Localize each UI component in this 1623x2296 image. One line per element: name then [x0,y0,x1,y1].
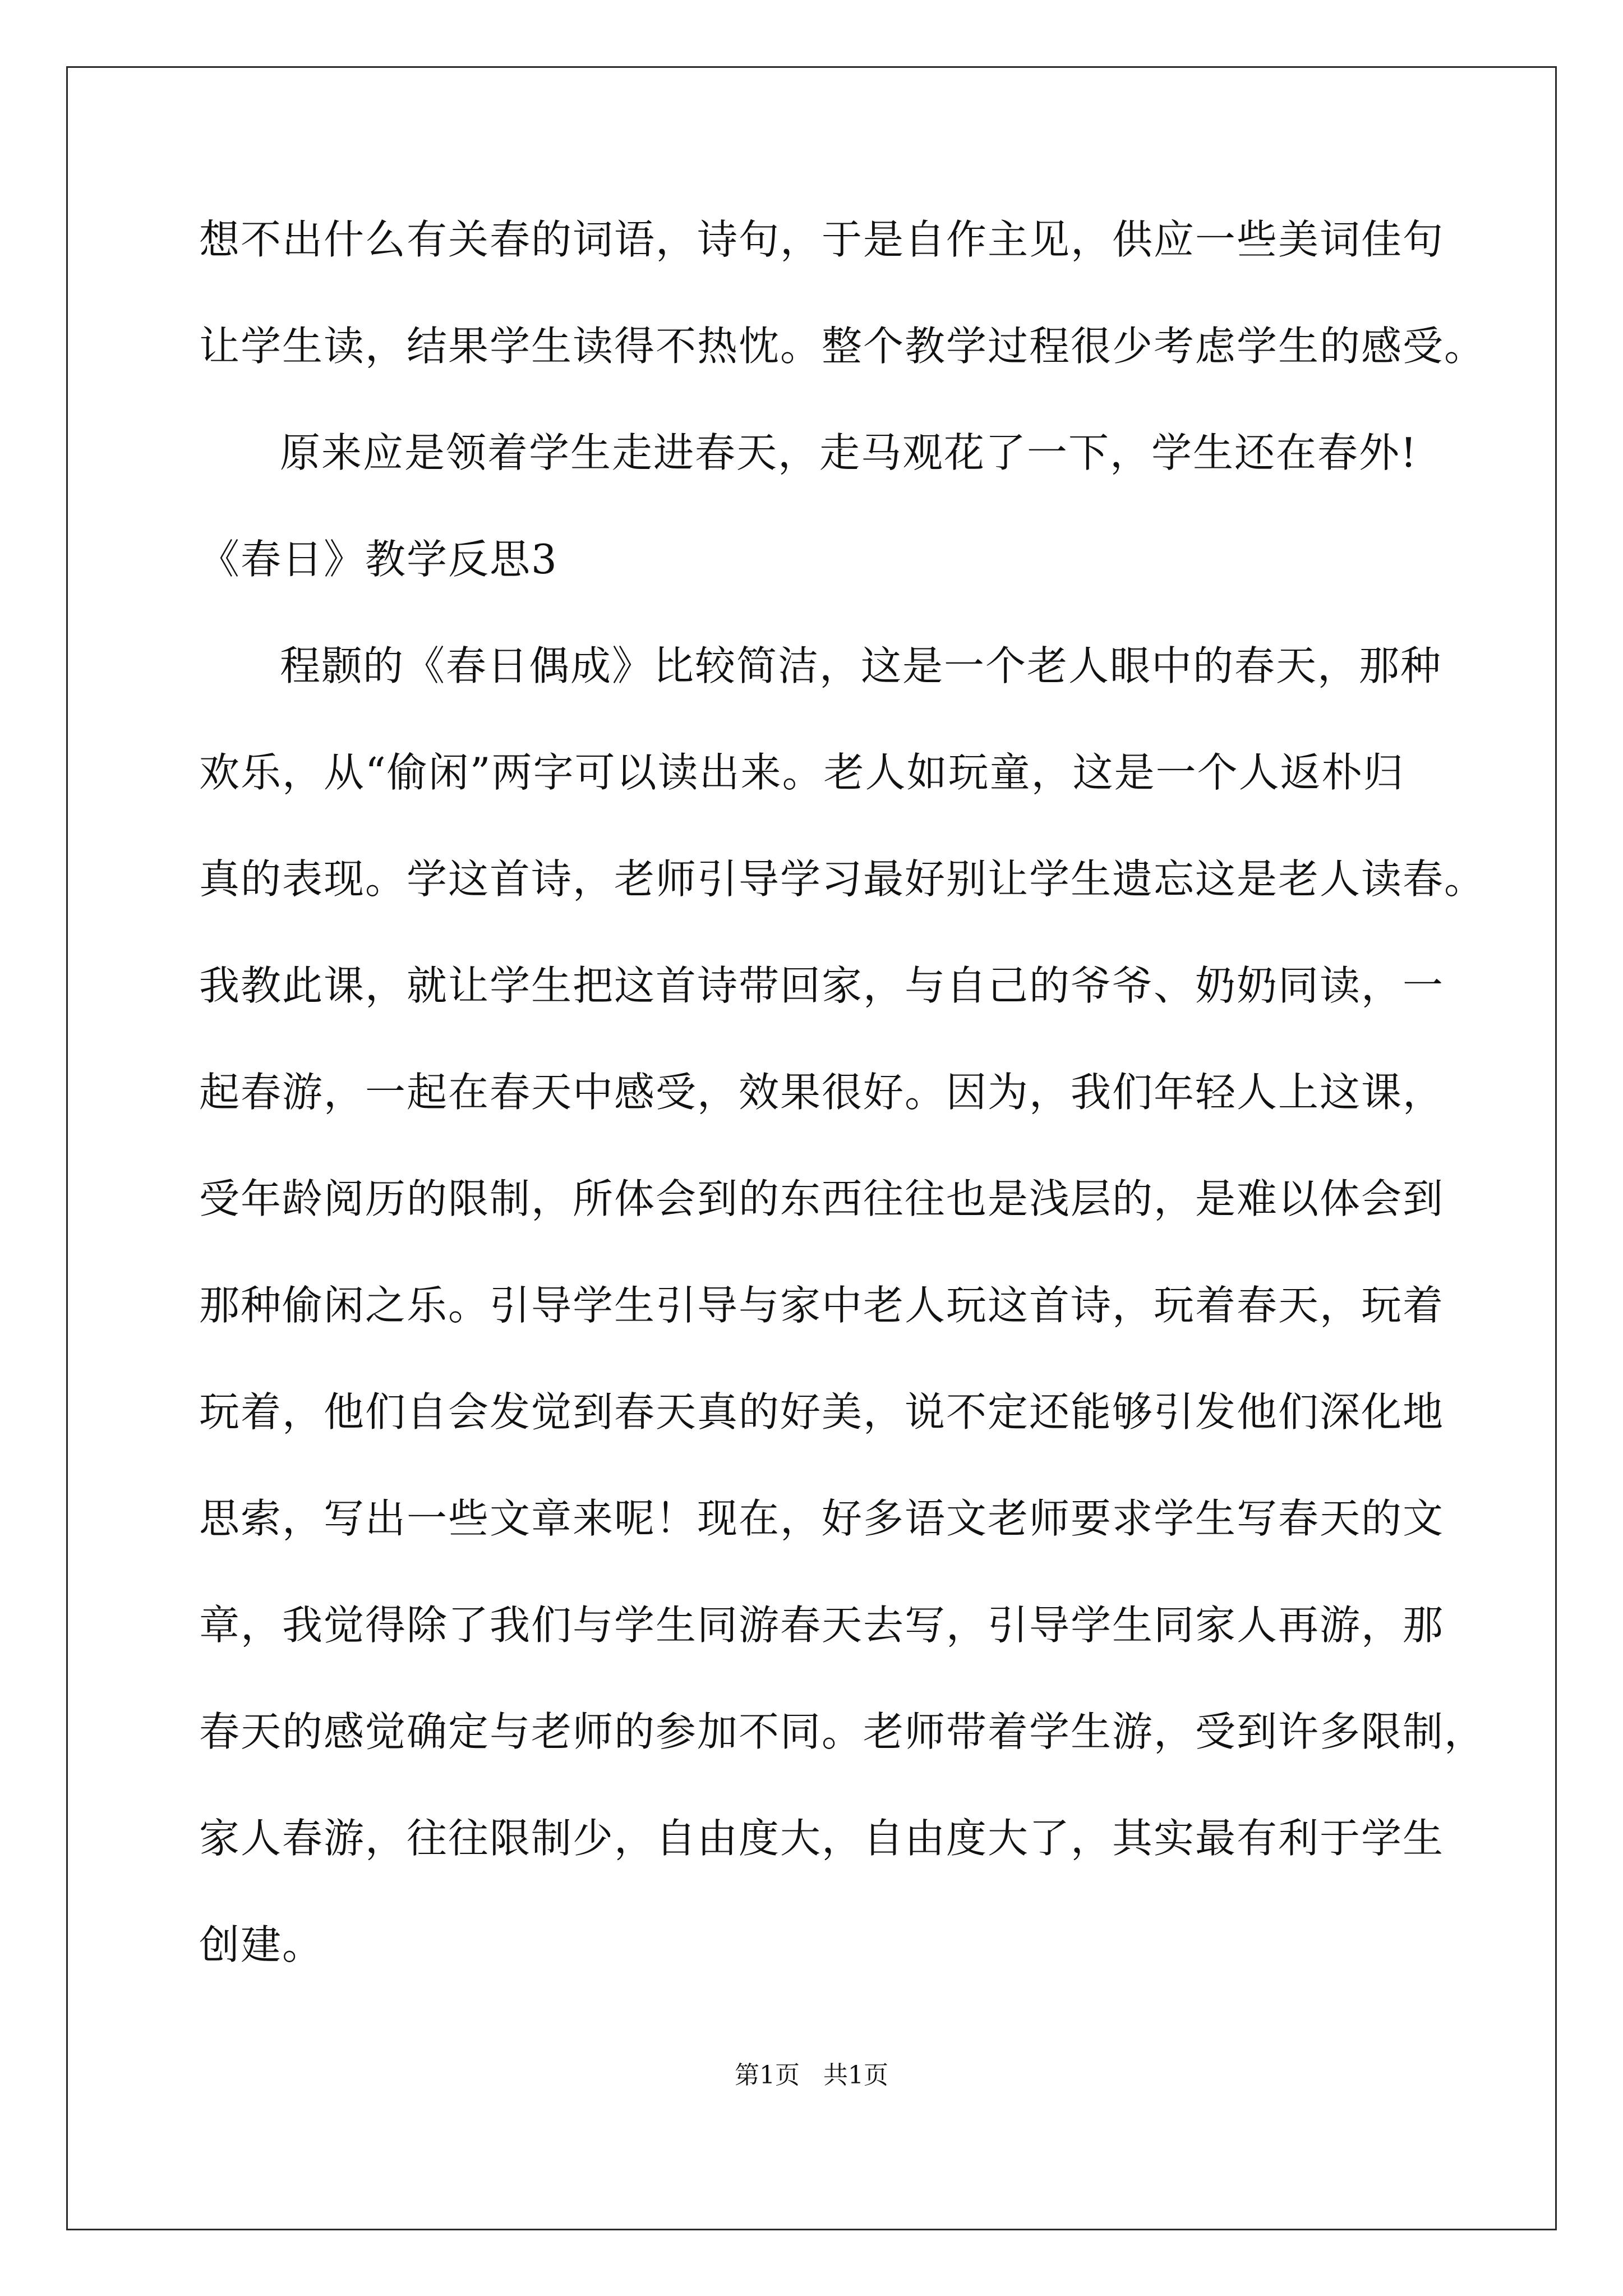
text-line: 程颢的《春日偶成》比较简洁，这是一个老人眼中的春天，那种 [280,642,1442,689]
text-line: 家人春游，往往限制少，自由度大，自由度大了，其实最有利于学生 [199,1815,1445,1862]
text-line: 春天的感觉确定与老师的参加不同。老师带着学生游，受到许多限制， [199,1708,1486,1755]
text-line: 思索，写出一些文章来呢！现在，好多语文老师要求学生写春天的文 [199,1495,1445,1542]
text-line: 原来应是领着学生走进春天，走马观花了一下，学生还在春外! [280,429,1418,476]
text-line: 章，我觉得除了我们与学生同游春天去写，引导学生同家人再游，那 [199,1602,1445,1649]
text-line: 那种偷闲之乐。引导学生引导与家中老人玩这首诗，玩着春天，玩着 [199,1282,1445,1329]
text-line: 玩着，他们自会发觉到春天真的好美，说不定还能够引发他们深化地 [199,1388,1445,1435]
text-line: 想不出什么有关春的词语，诗句，于是自作主见，供应一些美词佳句 [199,216,1445,263]
page-footer: 第1页 共1页 [735,2061,888,2090]
section-heading: 《春日》教学反思3 [199,536,558,583]
page-border [66,66,1557,2230]
text-line: 起春游，一起在春天中感受，效果很好。因为，我们年轻人上这课， [199,1069,1445,1116]
text-line: 我教此课，就让学生把这首诗带回家，与自己的爷爷、奶奶同读，一 [199,962,1445,1009]
text-line: 创建。 [199,1921,324,1968]
text-line: 欢乐，从“偷闲”两字可以读出来。老人如玩童，这是一个人返朴归 [199,749,1405,796]
text-line: 真的表现。学这首诗，老师引导学习最好别让学生遗忘这是老人读春。 [199,855,1486,903]
text-line: 受年龄阅历的限制，所体会到的东西往往也是浅层的，是难以体会到 [199,1175,1445,1222]
text-line: 让学生读，结果学生读得不热忱。整个教学过程很少考虑学生的感受。 [199,323,1486,370]
